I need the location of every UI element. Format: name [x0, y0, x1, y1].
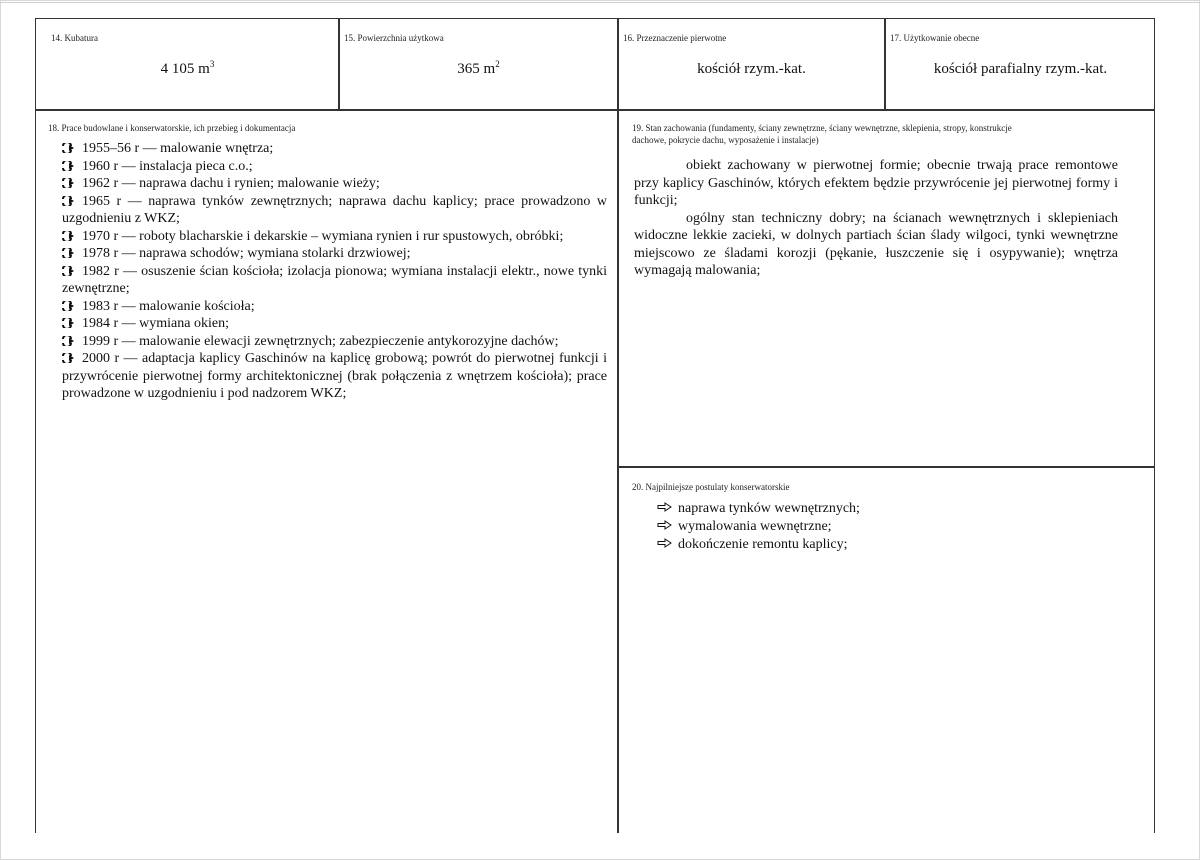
col-divider-center	[617, 18, 619, 833]
circled-arrow-right-icon	[62, 336, 76, 346]
list-item: 1965 r — naprawa tynków zewnętrznych; naprawa dachu kaplicy; prace prowadzono w uzgodnieniu z WKZ;	[62, 193, 607, 226]
list-item: 1984 r — wymiana okien;	[62, 315, 607, 333]
list-item: 1999 r — malowanie elewacji zewnętrznych; zabezpieczenie antykorozyjne dachów;	[62, 333, 607, 351]
list-item: 1960 r — instalacja pieca c.o.;	[62, 158, 607, 176]
circled-arrow-right-icon	[62, 161, 76, 171]
circled-arrow-right-icon	[62, 318, 76, 328]
list-item: 1982 r — osuszenie ścian kościoła; izolacja pionowa; wymiana instalacji elektr., nowe tynki zewnętrzne;	[62, 263, 607, 296]
field-17-label: 17. Użytkowanie obecne	[890, 33, 980, 43]
outline-arrow-right-icon	[657, 538, 672, 548]
circled-arrow-right-icon	[62, 231, 76, 241]
list-item: 1978 r — naprawa schodów; wymiana stolarki drzwiowej;	[62, 245, 607, 263]
circled-arrow-right-icon	[62, 353, 76, 363]
field-14-value: 4 105 $m^3$	[160, 59, 215, 77]
row-divider-right	[618, 466, 1155, 468]
condition-text	[634, 157, 1118, 280]
field-16-label: 16. Przeznaczenie pierwotne	[623, 33, 727, 43]
condition-paragraph: ogólny stan techniczny dobry; na ścianach wewnętrznych i sklepieniach widoczne lekkie zacieki, w dolnych partiach ścian ślady wilgoci, tynki wewnętrzne miejscowo ze śladami korozji (pękanie, łuszczenie się i osypywanie); wnętrza wymagają malowania;	[634, 210, 1118, 278]
list-item: 1962 r — naprawa dachu i rynien; malowanie wieży;	[62, 175, 607, 193]
list-item: 1983 r — malowanie kościoła;	[62, 298, 607, 316]
circled-arrow-right-icon	[62, 266, 76, 276]
postulates-list	[657, 500, 1107, 554]
row-divider-top	[35, 109, 1155, 111]
field-17-value: kościół parafialny rzym.-kat.	[933, 61, 1108, 77]
circled-arrow-right-icon	[62, 178, 76, 188]
list-item: 1955–56 r — malowanie wnętrza;	[62, 140, 607, 158]
outline-arrow-right-icon	[657, 502, 672, 512]
field-19-label-line1: 19. Stan zachowania (fundamenty, ściany zewnętrzne, ściany wewnętrzne, sklepienia, stropy, konstrukcje	[632, 123, 1012, 133]
circled-arrow-right-icon	[62, 196, 76, 206]
condition-paragraph: obiekt zachowany w pierwotnej formie; obecnie trwają prace remontowe przy kaplicy Gaschinów, których efektem będzie przywrócenie jej pierwotnej formy i funkcji;	[634, 158, 1118, 208]
circled-arrow-right-icon	[62, 301, 76, 311]
field-20-label: 20. Najpilniejsze postulaty konserwatorskie	[632, 482, 790, 492]
top-rule	[0, 2, 1200, 3]
list-item: wymalowania wewnętrzne;	[657, 518, 1107, 536]
field-15-label: 15. Powierzchnia użytkowa	[344, 33, 444, 43]
field-14-label: 14. Kubatura	[51, 33, 98, 43]
list-item: dokończenie remontu kaplicy;	[657, 536, 1107, 554]
list-item: 1970 r — roboty blacharskie i dekarskie – wymiana rynien i rur spustowych, obróbki;	[62, 228, 607, 246]
field-16-value: kościół rzym.-kat.	[697, 61, 806, 77]
circled-arrow-right-icon	[62, 143, 76, 153]
field-18-label: 18. Prace budowlane i konserwatorskie, ich przebieg i dokumentacja	[48, 123, 296, 133]
field-15-value: 365 $m^2$	[457, 59, 500, 77]
works-list	[62, 140, 607, 403]
list-item: naprawa tynków wewnętrznych;	[657, 500, 1107, 518]
field-19-label-line2: dachowe, pokrycie dachu, wyposażenie i instalacje)	[632, 135, 819, 145]
circled-arrow-right-icon	[62, 248, 76, 258]
outline-arrow-right-icon	[657, 520, 672, 530]
list-item: 2000 r — adaptacja kaplicy Gaschinów na kaplicę grobową; powrót do pierwotnej funkcji i przywrócenie pierwotnej formy architektonicznej (brak połączenia z wnętrzem kościoła); prace prowadzone w uzgodnieniu i pod nadzorem WKZ;	[62, 351, 607, 401]
